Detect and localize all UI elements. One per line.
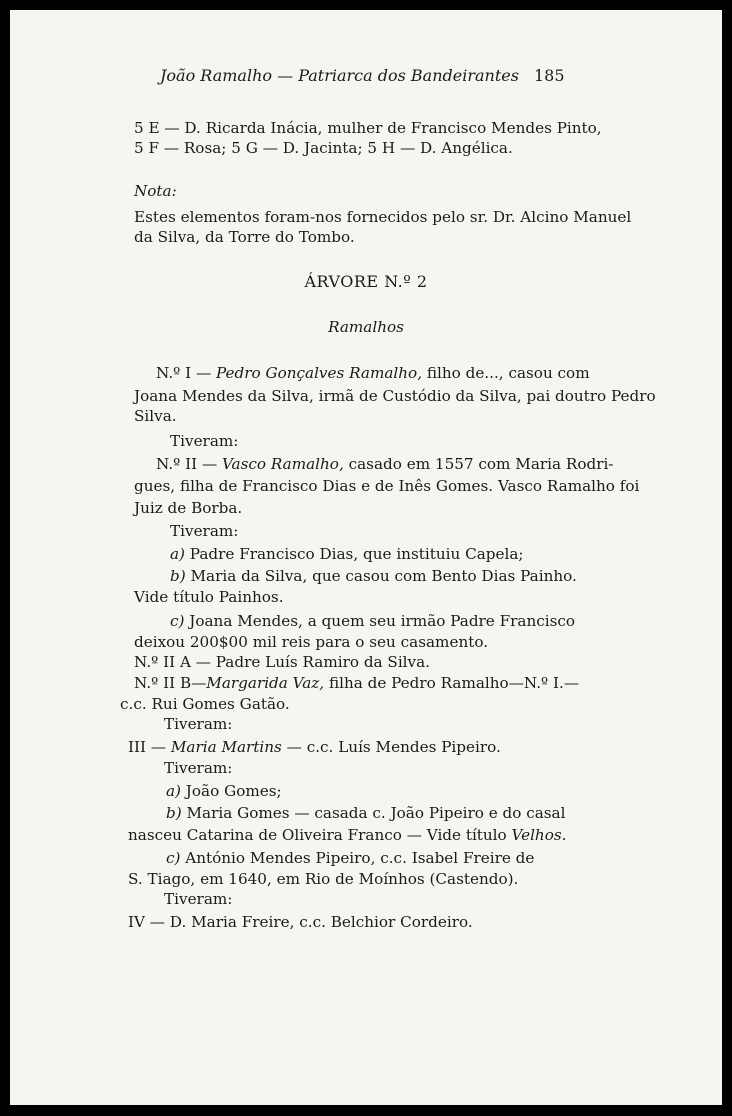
child-c [170,611,575,631]
child-c2 [166,848,534,868]
entry-iii [128,737,501,757]
tiveram-4: Tiveram: [164,759,233,777]
child-a2 [166,781,282,801]
entry-iii-name: Maria Martins [170,738,282,756]
child-a-text: Padre Francisco Dias, que instituiu Capela; [184,545,524,563]
entry-iib-number: N.º II B— [134,674,207,692]
entry-ii-rest: casado em 1557 com Maria Rodri- [343,455,614,473]
entry-iib-rest: filha de Pedro Ramalho—N.º I.— [324,674,580,692]
child-b2-line-2 [128,825,566,845]
child-a2-mark: a) [166,782,181,800]
running-title: João Ramalho — Patriarca dos Bandeirantes [160,66,519,85]
child-b [170,566,577,586]
entry-i-line-2: Joana Mendes da Silva, irmã de Custódio da Silva, pai doutro Pedro [134,387,656,405]
note-line-2: da Silva, da Torre do Tombo. [134,228,355,246]
tiveram-1: Tiveram: [170,432,239,450]
note-line-1: Estes elementos foram-nos fornecidos pelo sr. Dr. Alcino Manuel [134,208,632,226]
child-b2-line-2-ref: Velhos. [511,826,567,844]
entry-iib-line-1 [134,673,579,693]
child-a-mark: a) [170,545,185,563]
child-a [170,544,523,564]
child-b2-mark: b) [166,804,182,822]
child-b2-line-2-text: nasceu Catarina de Oliveira Franco — Vide título [128,826,512,844]
child-b2 [166,803,565,823]
child-b-text: Maria da Silva, que casou com Bento Dias Painho. [185,567,577,585]
child-a2-text: João Gomes; [180,782,282,800]
note-label: Nota: [134,182,177,200]
entry-i-line-3: Silva. [134,407,177,425]
entry-ii-line-3: Juiz de Borba. [134,499,243,517]
intro-line-1 [134,118,602,138]
entry-i-name: Pedro Gonçalves Ramalho, [215,364,423,382]
book-page [10,10,722,1105]
entry-ii-name: Vasco Ramalho, [221,455,344,473]
child-c2-mark: c) [166,849,181,867]
entry-iii-number: III — [128,738,171,756]
child-b2-text: Maria Gomes — casada c. João Pipeiro e do casal [181,804,566,822]
child-b-mark: b) [170,567,186,585]
tiveram-3: Tiveram: [164,715,233,733]
entry-iib-name: Margarida Vaz, [206,674,325,692]
child-c-text: Joana Mendes, a quem seu irmão Padre Francisco [184,612,576,630]
child-b-line-2: Vide título Painhos. [134,588,284,606]
entry-iii-rest: — c.c. Luís Mendes Pipeiro. [281,738,501,756]
entry-i-line-1 [156,363,590,383]
tiveram-2: Tiveram: [170,522,239,540]
section-title: ÁRVORE N.º 2 [304,272,428,291]
entry-i-number: N.º I — [156,364,216,382]
child-c-mark: c) [170,612,185,630]
child-c2-text: António Mendes Pipeiro, c.c. Isabel Freire de [180,849,535,867]
section-subtitle: Ramalhos [328,318,404,336]
entry-ii-line-1 [156,454,613,474]
child-c2-line-2: S. Tiago, em 1640, em Rio de Moínhos (Castendo). [128,870,519,888]
entry-ii-number: N.º II — [156,455,222,473]
entry-iib-line-2: c.c. Rui Gomes Gatão. [120,695,290,713]
entry-iv: IV — D. Maria Freire, c.c. Belchior Cordeiro. [128,913,473,931]
entry-i-rest: filho de..., casou com [422,364,590,382]
entry-iia: N.º II A — Padre Luís Ramiro da Silva. [134,653,430,671]
child-c-line-2: deixou 200$00 mil reis para o seu casamento. [134,633,489,651]
intro-text-1: 5 E — D. Ricarda Inácia, mulher de Francisco Mendes Pinto, [134,119,602,137]
page-number: 185 [534,66,565,85]
entry-ii-line-2: gues, filha de Francisco Dias e de Inês Gomes. Vasco Ramalho foi [134,477,640,495]
intro-line-2: 5 F — Rosa; 5 G — D. Jacinta; 5 H — D. Angélica. [134,139,513,157]
tiveram-5: Tiveram: [164,890,233,908]
